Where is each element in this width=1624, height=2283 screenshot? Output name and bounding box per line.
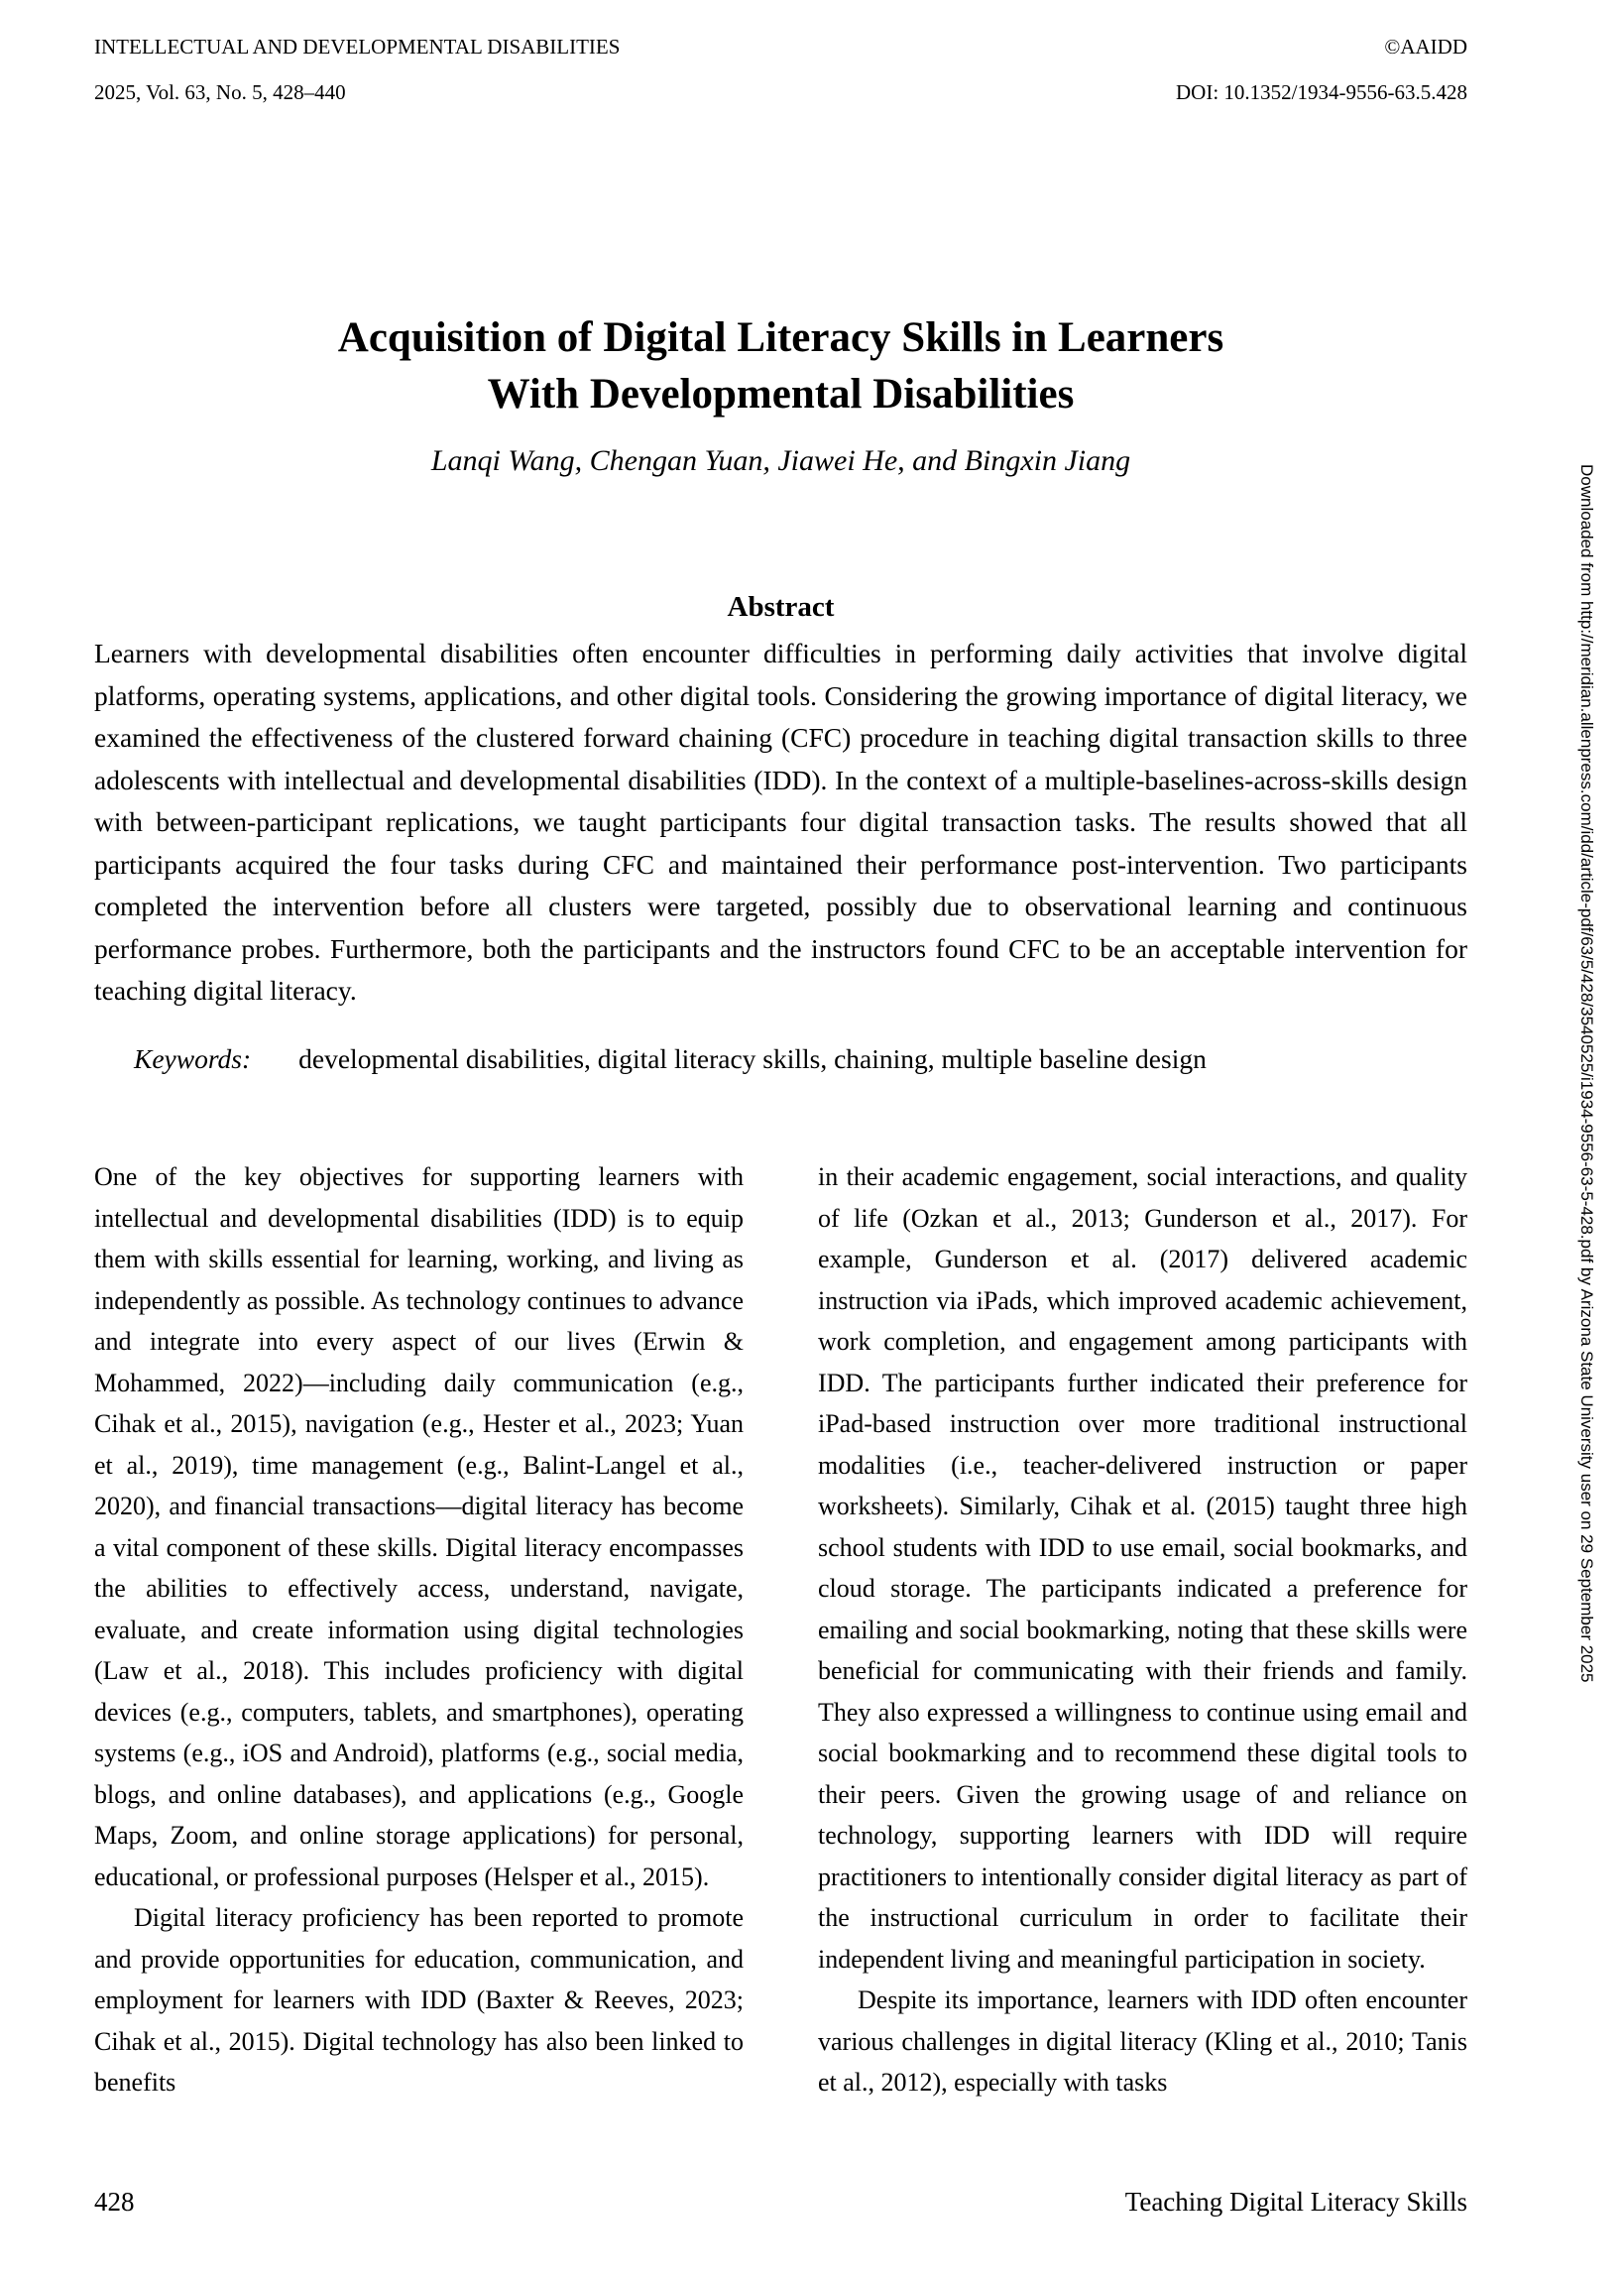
keywords-text: developmental disabilities, digital literacy skills, chaining, multiple baseline design [298,1043,1207,1074]
article-title-line2: With Developmental Disabilities [487,370,1075,418]
body-columns [94,1156,1467,2103]
download-stamp-vertical-text: Downloaded from http://meridian.allenpress.com/idd/article-pdf/63/5/428/3540525/i1934-9556-63-5-428.pdf by Arizona State University user on 29 September 2025 [1577,464,1596,1683]
doi-line: DOI: 10.1352/1934-9556-63.5.428 [1176,80,1467,104]
article-title [94,309,1467,422]
keywords-label: Keywords: [134,1043,252,1074]
journal-name: INTELLECTUAL AND DEVELOPMENTAL DISABILITIES [94,35,621,59]
article-title-line1: Acquisition of Digital Literacy Skills in Learners [337,313,1224,361]
abstract-heading: Abstract [727,591,835,623]
body-column-right [818,1156,1467,2103]
authors-line: Lanqi Wang, Chengan Yuan, Jiawei He, and Bingxin Jiang [430,444,1131,477]
body-paragraph: Digital literacy proficiency has been reported to promote and provide opportunities for education, communication, and employment for learners with IDD (Baxter & Reeves, 2023; Cihak et al., 2015). Digital technology has also been linked to benefits [94,1903,744,2097]
header-left [94,24,620,115]
body-column-left [94,1156,744,2103]
body-paragraph: in their academic engagement, social interactions, and quality of life (Ozkan et al., 2013; Gunderson et al., 2017). For example, Gunderson et al. (2017) delivered academic instruction via iPads, which improved academic achievement, work completion, and engagement among participants with IDD. The participants further indicated their preference for iPad-based instruction over more traditional instructional modalities (i.e., teacher-delivered instruction or paper worksheets). Similarly, Cihak et al. (2015) taught three high school students with IDD to use email, social bookmarks, and cloud storage. The participants indicated a preference for emailing and social bookmarking, noting that these skills were beneficial for communicating with their friends and family. They also expressed a willingness to continue using email and social bookmarking and to recommend these digital tools to their peers. Given the growing usage of and reliance on technology, supporting learners with IDD will require practitioners to intentionally consider digital literacy as part of the instructional curriculum in order to facilitate their independent living and meaningful participation in society. [818,1162,1467,1974]
header-right [1176,24,1467,115]
issue-info: 2025, Vol. 63, No. 5, 428–440 [94,80,346,104]
keywords-row [134,1043,1467,1075]
body-paragraph: One of the key objectives for supporting learners with intellectual and developmental disabilities (IDD) is to equip them with skills essential for learning, working, and living as independently as possible. As technology continues to advance and integrate into every aspect of our lives (Erwin & Mohammed, 2022)—including daily communication (e.g., Cihak et al., 2015), navigation (e.g., Hester et al., 2023; Yuan et al., 2019), time management (e.g., Balint-Langel et al., 2020), and financial transactions—digital literacy has become a vital component of these skills. Digital literacy encompasses the abilities to effectively access, understand, navigate, evaluate, and create information using digital technologies (Law et al., 2018). This includes proficiency with digital devices (e.g., computers, tablets, and smartphones), operating systems (e.g., iOS and Android), platforms (e.g., social media, blogs, and online databases), and applications (e.g., Google Maps, Zoom, and online storage applications) for personal, educational, or professional purposes (Helsper et al., 2015). [94,1162,744,1891]
copyright-notice: ©AAIDD [1384,35,1467,59]
abstract-text: Learners with developmental disabilities often encounter difficulties in performing daily activities that involve digital platforms, operating systems, applications, and other digital tools. Considering the growing importance of digital literacy, we examined the effectiveness of the clustered forward chaining (CFC) procedure in teaching digital transaction skills to three adolescents with intellectual and developmental disabilities (IDD). In the context of a multiple-baselines-across-skills design with between-participant replications, we taught participants four digital transaction tasks. The results showed that all participants acquired the four tasks during CFC and maintained their performance post-intervention. Two participants completed the intervention before all clusters were targeted, possibly due to observational learning and continuous performance probes. Furthermore, both the participants and the instructors found CFC to be an acceptable intervention for teaching digital literacy. [94,638,1467,1006]
body-paragraph: Despite its importance, learners with IDD often encounter various challenges in digital literacy (Kling et al., 2010; Tanis et al., 2012), especially with tasks [818,1985,1467,2097]
footer-running-title: Teaching Digital Literacy Skills [1124,2187,1467,2217]
footer-page-number: 428 [94,2187,135,2217]
